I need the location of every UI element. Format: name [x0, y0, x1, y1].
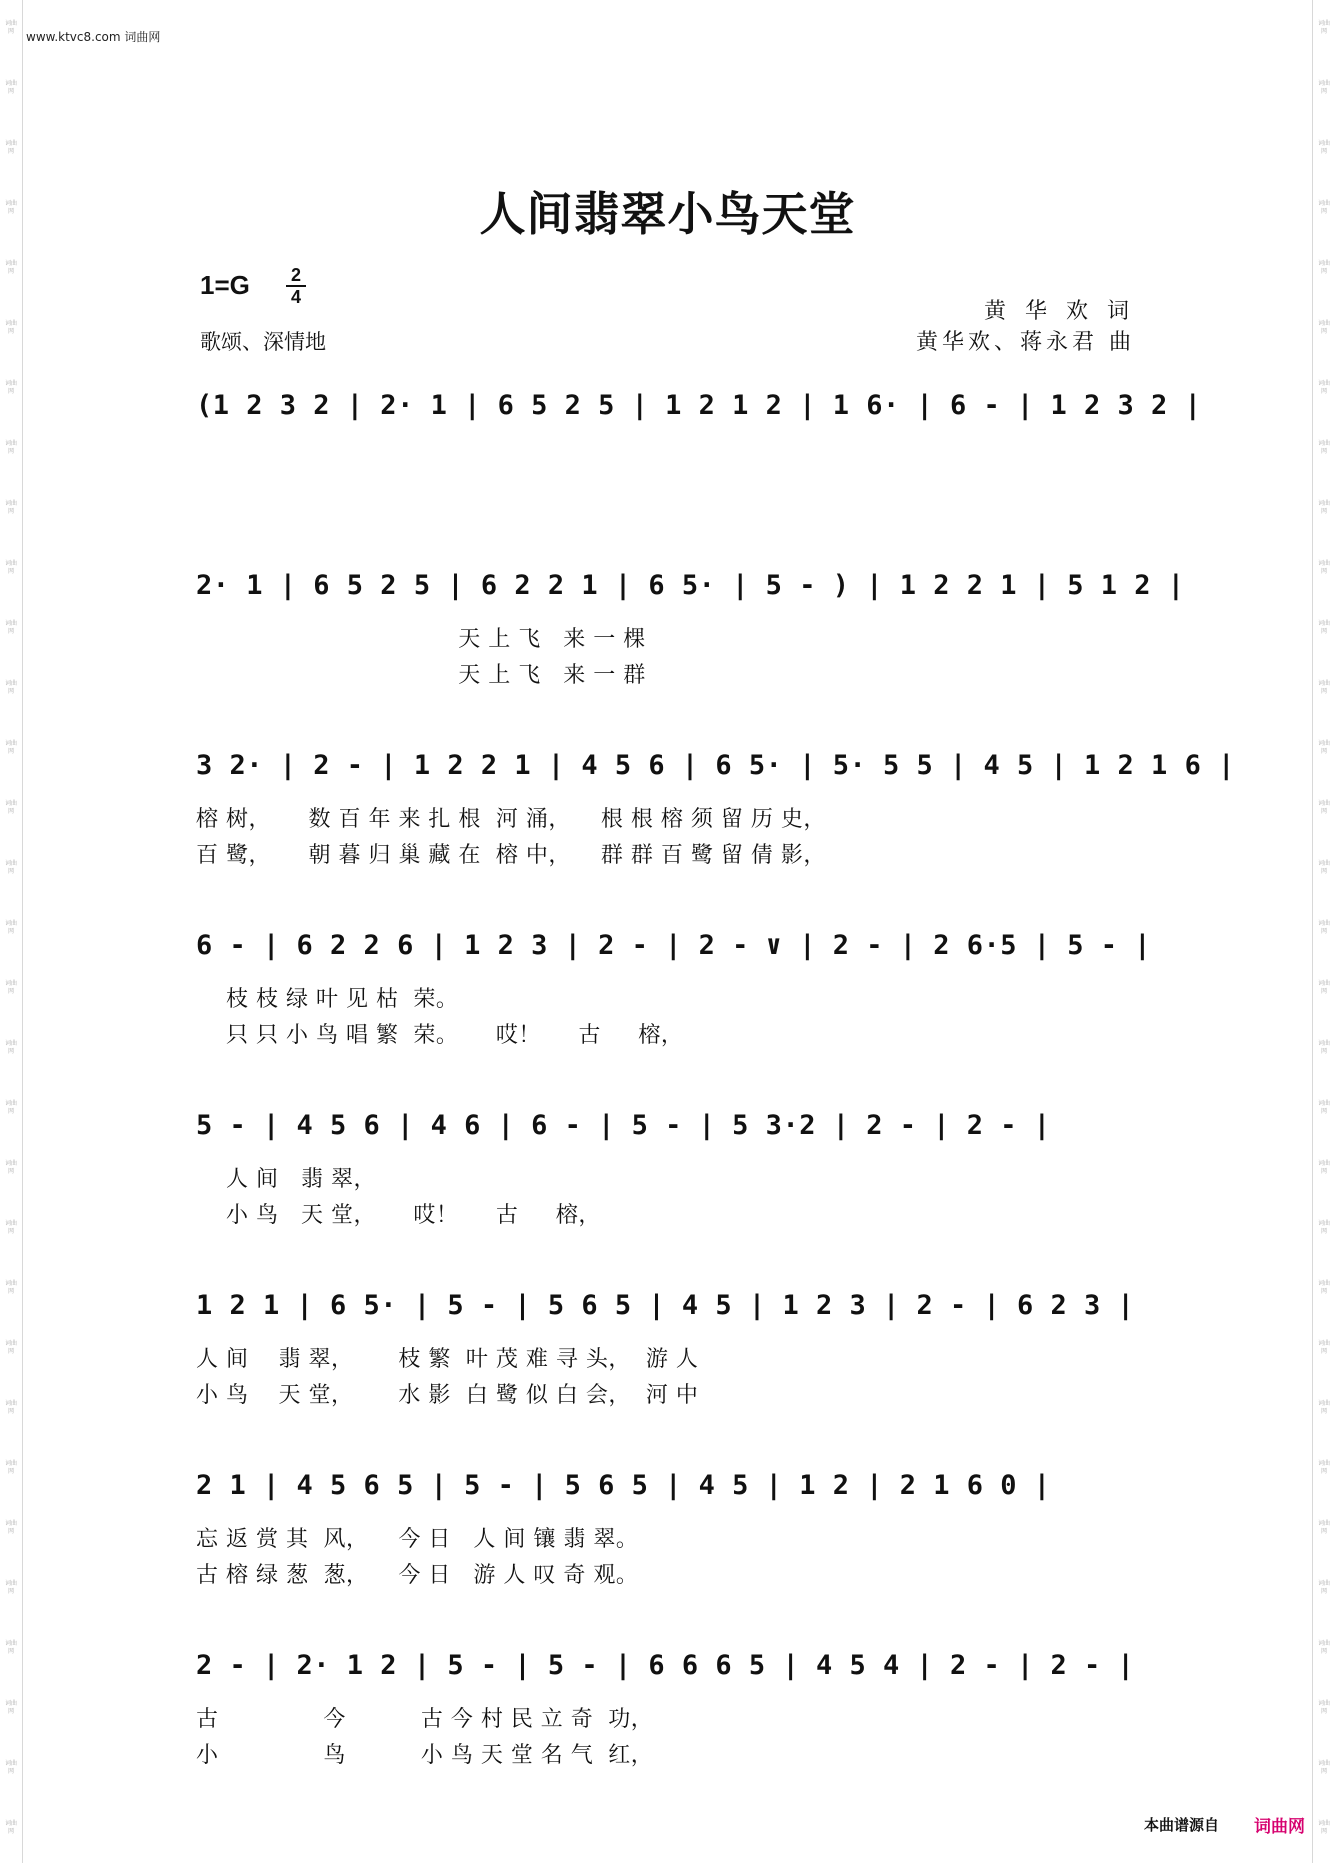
notation-line: (1 2 3 2 | 2· 1 | 6 5 2 5 | 1 2 1 2 | 1 6· | 6 - | 1 2 3 2 |: [196, 390, 1202, 421]
watermark-label: 词曲网: [1317, 1400, 1330, 1415]
watermark-label: 词曲网: [1317, 800, 1330, 815]
watermark-label: 词曲网: [1317, 500, 1330, 515]
watermark-label: 词曲网: [4, 260, 17, 275]
watermark-label: 词曲网: [4, 1700, 17, 1715]
site-name-text: 词曲网: [124, 30, 161, 44]
watermark-label: 词曲网: [4, 1640, 17, 1655]
watermark-label: 词曲网: [1317, 1040, 1330, 1055]
watermark-label: 词曲网: [1317, 1220, 1330, 1235]
watermark-label: 词曲网: [1317, 1580, 1330, 1595]
watermark-label: 词曲网: [4, 620, 17, 635]
lyric-line: 古 榕 绿 葱 葱， 今 日 游 人 叹 奇 观。: [196, 1563, 639, 1588]
watermark-label: 词曲网: [1317, 1760, 1330, 1775]
watermark-label: 词曲网: [1317, 1340, 1330, 1355]
watermark-label: 词曲网: [4, 1460, 17, 1475]
watermark-label: 词曲网: [1317, 1280, 1330, 1295]
watermark-label: 词曲网: [4, 560, 17, 575]
lyric-line: 只 只 小 鸟 唱 繁 荣。 哎！ 古 榕，: [196, 1023, 684, 1048]
watermark-label: 词曲网: [1317, 860, 1330, 875]
watermark-label: 词曲网: [1317, 20, 1330, 35]
watermark-label: 词曲网: [4, 980, 17, 995]
source-logo[interactable]: 词曲网: [1254, 1817, 1305, 1837]
watermark-label: 词曲网: [1317, 260, 1330, 275]
notation-line: 1 2 1 | 6 5· | 5 - | 5 6 5 | 4 5 | 1 2 3 | 2 - | 6 2 3 |: [196, 1290, 1135, 1321]
watermark-label: 词曲网: [4, 80, 17, 95]
lyricist-credit: 黄 华 欢 词: [984, 299, 1135, 324]
watermark-label: 词曲网: [4, 740, 17, 755]
watermark-label: 词曲网: [1317, 1100, 1330, 1115]
notation-line: 5 - | 4 5 6 | 4 6 | 6 - | 5 - | 5 3·2 | 2 - | 2 - |: [196, 1110, 1051, 1141]
watermark-label: 词曲网: [4, 860, 17, 875]
lyric-line: 古 今 古 今 村 民 立 奇 功，: [196, 1707, 654, 1732]
watermark-label: 词曲网: [4, 1100, 17, 1115]
notation-line: 2 - | 2· 1 2 | 5 - | 5 - | 6 6 6 5 | 4 5 4 | 2 - | 2 - |: [196, 1650, 1135, 1681]
right-watermark-strip: [1312, 0, 1335, 1863]
watermark-label: 词曲网: [4, 140, 17, 155]
watermark-label: 词曲网: [1317, 620, 1330, 635]
time-signature: [286, 266, 306, 306]
watermark-label: 词曲网: [4, 500, 17, 515]
watermark-label: 词曲网: [1317, 1820, 1330, 1835]
watermark-label: 词曲网: [4, 20, 17, 35]
watermark-label: 词曲网: [4, 920, 17, 935]
notation-line: 3 2· | 2 - | 1 2 2 1 | 4 5 6 | 6 5· | 5· 5 5 | 4 5 | 1 2 1 6 |: [196, 750, 1235, 781]
watermark-label: 词曲网: [1317, 980, 1330, 995]
watermark-label: 词曲网: [1317, 1460, 1330, 1475]
time-signature-bottom: 4: [290, 287, 301, 307]
lyric-line: 小 鸟 天 堂， 哎！ 古 榕，: [196, 1203, 601, 1228]
lyric-line: 枝 枝 绿 叶 见 枯 荣。: [196, 987, 459, 1012]
time-signature-top: 2: [290, 265, 301, 285]
watermark-label: 词曲网: [4, 680, 17, 695]
watermark-label: 词曲网: [4, 800, 17, 815]
watermark-label: 词曲网: [1317, 320, 1330, 335]
watermark-label: 词曲网: [4, 1580, 17, 1595]
watermark-label: 词曲网: [1317, 440, 1330, 455]
watermark-label: 词曲网: [4, 1520, 17, 1535]
song-title: 人间翡翠小鸟天堂: [479, 187, 856, 241]
watermark-label: 词曲网: [4, 440, 17, 455]
lyric-line: 人 间 翡 翠，: [196, 1167, 376, 1192]
watermark-label: 词曲网: [1317, 560, 1330, 575]
watermark-label: 词曲网: [4, 1160, 17, 1175]
site-url-text: www.ktvc8.com: [26, 30, 121, 44]
notation-line: 6 - | 6 2 2 6 | 1 2 3 | 2 - | 2 - ∨ | 2 - | 2 6·5 | 5 - |: [196, 930, 1152, 961]
notation-line: 2· 1 | 6 5 2 5 | 6 2 2 1 | 6 5· | 5 - ) | 1 2 2 1 | 5 1 2 |: [196, 570, 1185, 601]
watermark-label: 词曲网: [1317, 200, 1330, 215]
lyric-line: 榕 树， 数 百 年 来 扎 根 河 涌， 根 根 榕 须 留 历 史，: [196, 807, 826, 832]
composer-credit: 黄华欢、蒋永君 曲: [916, 330, 1135, 355]
watermark-label: 词曲网: [4, 380, 17, 395]
source-label: 本曲谱源自: [1143, 1816, 1219, 1834]
tempo-marking: 歌颂、深情地: [200, 330, 326, 354]
watermark-label: 词曲网: [1317, 80, 1330, 95]
watermark-label: 词曲网: [1317, 740, 1330, 755]
watermark-label: 词曲网: [4, 320, 17, 335]
lyric-line: 小 鸟 天 堂， 水 影 白 鹭 似 白 会， 河 中: [196, 1383, 699, 1408]
lyric-line: 小 鸟 小 鸟 天 堂 名 气 红，: [196, 1743, 654, 1768]
left-watermark-strip: [0, 0, 23, 1863]
watermark-label: 词曲网: [4, 1280, 17, 1295]
notation-line: 2 1 | 4 5 6 5 | 5 - | 5 6 5 | 4 5 | 1 2 | 2 1 6 0 |: [196, 1470, 1051, 1501]
watermark-label: 词曲网: [4, 1400, 17, 1415]
watermark-label: 词曲网: [4, 1220, 17, 1235]
watermark-label: 词曲网: [1317, 1700, 1330, 1715]
watermark-label: 词曲网: [4, 1340, 17, 1355]
key-signature: 1=G: [200, 270, 250, 300]
watermark-label: 词曲网: [1317, 920, 1330, 935]
watermark-label: 词曲网: [1317, 140, 1330, 155]
lyric-line: 忘 返 赏 其 风， 今 日 人 间 镶 翡 翠。: [196, 1527, 639, 1552]
watermark-label: 词曲网: [4, 1760, 17, 1775]
lyric-line: 百 鹭， 朝 暮 归 巢 藏 在 榕 中， 群 群 百 鹭 留 倩 影，: [196, 843, 826, 868]
lyric-line: 人 间 翡 翠， 枝 繁 叶 茂 难 寻 头， 游 人: [196, 1347, 699, 1372]
watermark-label: 词曲网: [4, 200, 17, 215]
watermark-label: 词曲网: [1317, 1520, 1330, 1535]
watermark-label: 词曲网: [4, 1040, 17, 1055]
watermark-label: 词曲网: [1317, 680, 1330, 695]
watermark-label: 词曲网: [4, 1820, 17, 1835]
lyric-line: 天 上 飞 来 一 棵: [196, 627, 646, 652]
site-url[interactable]: [26, 28, 160, 45]
watermark-label: 词曲网: [1317, 1640, 1330, 1655]
watermark-label: 词曲网: [1317, 380, 1330, 395]
lyric-line: 天 上 飞 来 一 群: [196, 663, 646, 688]
watermark-label: 词曲网: [1317, 1160, 1330, 1175]
